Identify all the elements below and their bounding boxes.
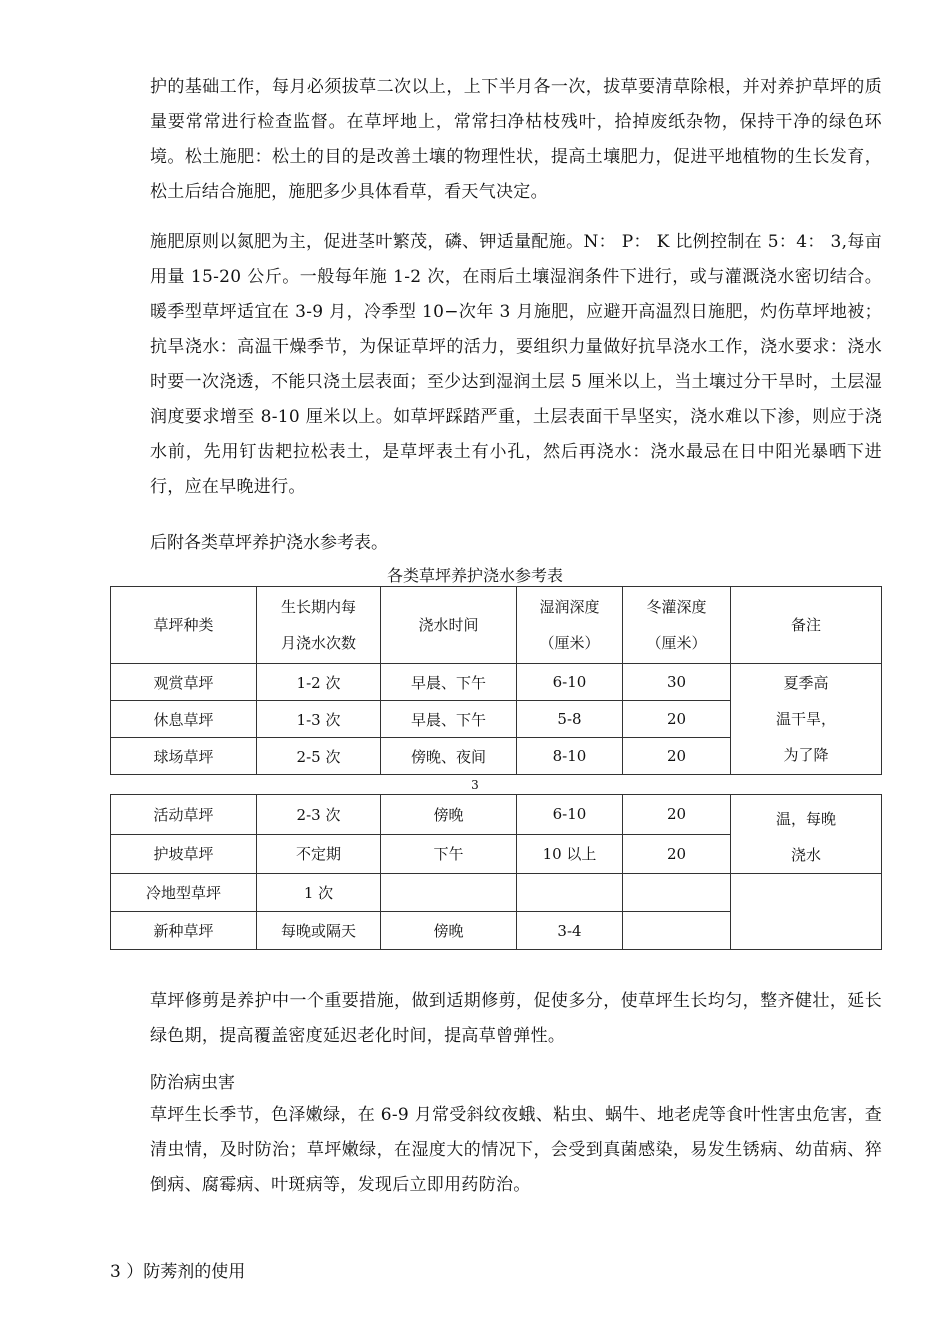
- cell-winter: 30: [623, 664, 731, 701]
- cell-when: 傍晚、夜间: [381, 738, 517, 775]
- header-type: 草坪种类: [111, 587, 257, 664]
- cell-winter: [623, 912, 731, 950]
- cell-depth: 8-10: [517, 738, 623, 775]
- header-note: 备注: [731, 587, 882, 664]
- cell-depth: 5-8: [517, 701, 623, 738]
- cell-winter: 20: [623, 738, 731, 775]
- cell-times: 每晚或隔天: [257, 912, 381, 950]
- cell-note: 温，每晚 浇水: [731, 795, 882, 874]
- table-header-row: [111, 587, 882, 664]
- cell-times: 1-3 次: [257, 701, 381, 738]
- table-row: [111, 795, 882, 835]
- paragraph-pest-control: 草坪生长季节，色泽嫩绿，在 6-9 月常受斜纹夜蛾、粘虫、蜗牛、地老虎等食叶性害虫危害，查清虫情，及时防治；草坪嫩绿，在湿度大的情况下，会受到真菌感染，易发生锈病、幼苗病、猝倒病、腐霉病、叶斑病等，发现后立即用药防治。: [150, 1105, 882, 1195]
- cell-times: 不定期: [257, 834, 381, 874]
- watering-table-part2: [110, 794, 882, 950]
- table-caption: 各类草坪养护浇水参考表: [386, 566, 563, 585]
- cell-times: 2-3 次: [257, 795, 381, 835]
- cell-when: 傍晚: [381, 912, 517, 950]
- header-winter-depth: 冬灌深度 （厘米）: [623, 587, 731, 664]
- cell-note-empty: [731, 874, 882, 950]
- cell-when: [381, 874, 517, 912]
- cell-times: 1 次: [257, 874, 381, 912]
- cell-type: 活动草坪: [111, 795, 257, 835]
- cell-depth: 10 以上: [517, 834, 623, 874]
- table-row: [111, 664, 882, 701]
- cell-type: 冷地型草坪: [111, 874, 257, 912]
- cell-winter: 20: [623, 795, 731, 835]
- cell-when: 下午: [381, 834, 517, 874]
- subheading-pest-control: 防治病虫害: [150, 1073, 235, 1093]
- cell-depth: [517, 874, 623, 912]
- paragraph-fertilizer-watering: 施肥原则以氮肥为主，促进茎叶繁茂，磷、钾适量配施。N： P： K 比例控制在 5：4： 3,每亩用量 15-20 公斤。一般每年施 1-2 次，在雨后土壤湿润条件下进行，或与灌溉浇水密切结合。暖季型草坪适宜在 3-9 月，冷季型 10−次年 3 月施肥，应避开高温烈日施肥，灼伤草坪地被；抗旱浇水：高温干燥季节，为保证草坪的活力，要组织力量做好抗旱浇水工作，浇水要求：浇水时要一次浇透，不能只浇土层表面；至少达到湿润土层 5 厘米以上，当土壤过分干旱时，土层湿润度要求增至 8-10 厘米以上。如草坪踩踏严重，土层表面干旱坚实，浇水难以下渗，则应于浇水前，先用钉齿耙拉松表土，是草坪表土有小孔，然后再浇水：浇水最忌在日中阳光暴晒下进行，应在早晚进行。: [150, 232, 882, 497]
- header-when: 浇水时间: [381, 587, 517, 664]
- cell-times: 1-2 次: [257, 664, 381, 701]
- table-row: [111, 874, 882, 912]
- paragraph-mowing: 草坪修剪是养护中一个重要措施，做到适期修剪，促使多分，使草坪生长均匀，整齐健壮，延长绿色期，提高覆盖密度延迟老化时间，提高草曾弹性。: [150, 991, 882, 1046]
- cell-type: 新种草坪: [111, 912, 257, 950]
- cell-when: 早晨、下午: [381, 664, 517, 701]
- cell-depth: 6-10: [517, 795, 623, 835]
- cell-winter: 20: [623, 834, 731, 874]
- paragraph-table-intro: 后附各类草坪养护浇水参考表。: [150, 533, 388, 553]
- header-times: 生长期内每 月浇水次数: [257, 587, 381, 664]
- cell-depth: 6-10: [517, 664, 623, 701]
- cell-times: 2-5 次: [257, 738, 381, 775]
- section-heading: 3 ）防莠剂的使用: [110, 1262, 246, 1282]
- cell-note: 夏季高 温干旱， 为了降: [731, 664, 882, 775]
- cell-type: 观赏草坪: [111, 664, 257, 701]
- cell-winter: [623, 874, 731, 912]
- cell-when: 早晨、下午: [381, 701, 517, 738]
- cell-type: 护坡草坪: [111, 834, 257, 874]
- cell-winter: 20: [623, 701, 731, 738]
- watering-table-part1: [110, 586, 882, 775]
- cell-depth: 3-4: [517, 912, 623, 950]
- cell-type: 球场草坪: [111, 738, 257, 775]
- page-number: 3: [471, 778, 479, 792]
- header-depth: 湿润深度 （厘米）: [517, 587, 623, 664]
- cell-type: 休息草坪: [111, 701, 257, 738]
- cell-when: 傍晚: [381, 795, 517, 835]
- paragraph-maintenance: 护的基础工作，每月必须拔草二次以上，上下半月各一次，拔草要清草除根，并对养护草坪的质量要常常进行检查监督。在草坪地上，常常扫净枯枝残叶，拾掉废纸杂物，保持干净的绿色环境。松土施肥：松土的目的是改善土壤的物理性状，提高土壤肥力，促进平地植物的生长发育，松土后结合施肥，施肥多少具体看草，看天气决定。: [150, 77, 882, 202]
